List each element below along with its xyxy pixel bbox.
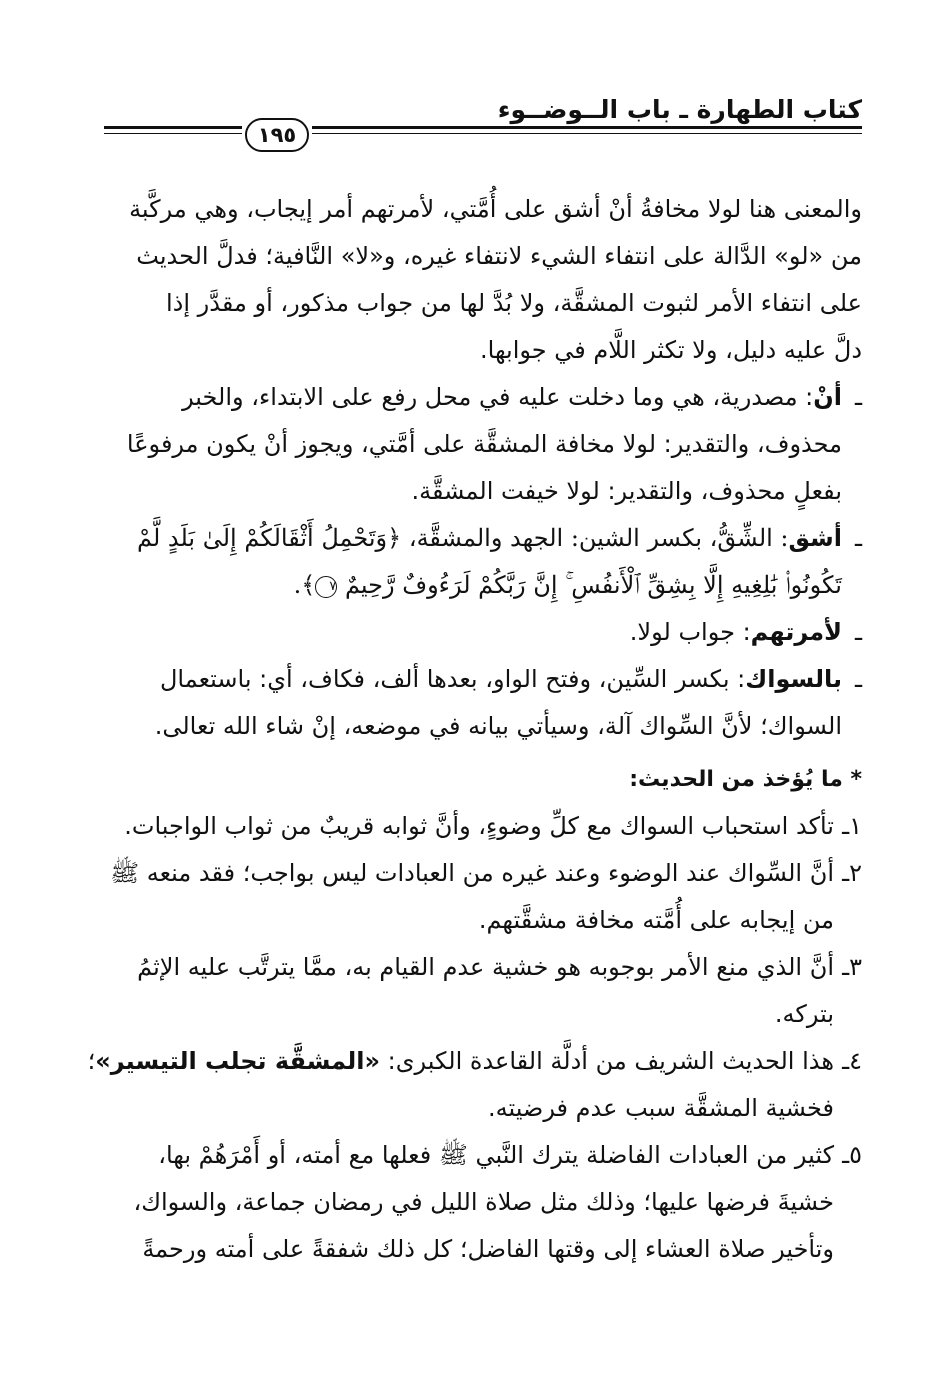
lesson-item-2 <box>84 850 862 944</box>
lesson-text: هذا الحديث الشريف من أدلَّة القاعدة الكبرى: <box>380 1047 834 1075</box>
lesson-item-1 <box>84 803 862 850</box>
lesson-number: ٣ـ <box>842 953 862 981</box>
header-rule-right-thin <box>312 133 862 134</box>
quran-verse: تَكُونُوا۟ بَٰلِغِيهِ إِلَّا بِشِقِّ ٱلْأَنفُسِ ۚ إِنَّ رَبَّكُمْ لَرَءُوفٌ رَّحِيمٌ <box>344 571 842 599</box>
glossary-text: بفعلٍ محذوف، والتقدير: لولا خيفت المشقَّة. <box>411 477 842 505</box>
lesson-text: وتأخير صلاة العشاء إلى وقتها الفاضل؛ كل ذلك شفقةً على أمته ورحمةً <box>142 1235 834 1263</box>
maxim-quote: «المشقَّة تجلب التيسير» <box>95 1047 381 1075</box>
glossary-term: بالسواك <box>745 665 842 693</box>
glossary-text: : بكسر السِّين، وفتح الواو، بعدها ألف، فكاف، أي: باستعمال <box>159 665 746 693</box>
lesson-text: أنَّ الذي منع الأمر بوجوبه هو خشية عدم القيام به، ممَّا يترتَّب عليه الإثمُ <box>137 953 834 981</box>
glossary-entry-laamartuhum: ـ لأمرتهم: جواب لولا. <box>629 618 862 646</box>
lesson-number: ٢ـ <box>842 859 862 887</box>
header-rule-left <box>104 126 242 129</box>
lesson-text: أنَّ السِّواك عند الوضوء وعند غيره من العبادات ليس بواجب؛ فقد منعه ﷺ <box>110 859 834 887</box>
glossary-term: أشق <box>788 524 842 552</box>
glossary-term: لأمرتهم <box>750 618 842 646</box>
intro-line: من «لو» الدَّالة على انتفاء الشيء لانتفاء غيره، و«لا» النَّافية؛ فدلَّ الحديث <box>136 242 862 270</box>
section-heading: * ما يُؤخذ من الحديث: <box>629 767 862 792</box>
glossary-text: : جواب لولا. <box>629 618 751 646</box>
glossary-text: السواك؛ لأنَّ السِّواك آلة، وسيأتي بيانه في موضعه، إنْ شاء الله تعالى. <box>154 712 842 740</box>
quran-close: ﴾. <box>293 571 316 599</box>
header-rule-left-thin <box>104 133 242 134</box>
lesson-item-4: ٤ـ هذا الحديث الشريف من أدلَّة القاعدة الكبرى: «المشقَّة تجلب التيسير»؛ فخشية المشقَّة سبب عدم فرضيته. <box>84 1038 862 1132</box>
lesson-item-5 <box>84 1132 862 1273</box>
intro-line: على انتفاء الأمر لثبوت المشقَّة، ولا بُدَّ لها من جواب مذكور، أو مقدَّر إذا <box>166 289 862 317</box>
lesson-text: فخشية المشقَّة سبب عدم فرضيته. <box>487 1094 834 1122</box>
lesson-text: بتركه. <box>774 1000 834 1028</box>
lesson-number: ٤ـ <box>842 1047 862 1075</box>
lesson-text: كثير من العبادات الفاضلة يترك النَّبي ﷺ فعلها مع أمته، أو أَمْرَهُمْ بها، <box>158 1141 834 1169</box>
glossary-entry-bissiwak: ـ بالسواك: بكسر السِّين، وفتح الواو، بعدها ألف، فكاف، أي: باستعمال السواك؛ لأنَّ السِّواك آلة، وسيأتي بيانه في موضعه، إنْ شاء الله تعالى. <box>84 656 862 750</box>
glossary-entry-ashuq: ـ أشق: الشِّقُّ، بكسر الشين: الجهد والمشقَّة، ﴿وَتَحْمِلُ أَثْقَالَكُمْ إِلَىٰ بَلَدٍ لَّمْ تَكُونُوا۟ بَٰلِغِيهِ إِلَّا بِشِقِّ ٱلْأَنفُسِ ۚ إِنَّ رَبَّكُمْ لَرَءُوفٌ رَّحِيمٌ ٧﴾. <box>136 524 862 599</box>
intro-line: والمعنى هنا لولا مخافةُ أنْ أشق على أُمَّتي، لأمرتهم أمر إيجاب، وهي مركَّبة <box>129 195 862 223</box>
intro-line: دلَّ عليه دليل، ولا تكثر اللَّام في جوابها. <box>480 336 862 364</box>
lesson-item-3 <box>84 944 862 1038</box>
glossary-entry-an: ـ أنْ: مصدرية، هي وما دخلت عليه في محل رفع على الابتداء، والخبر محذوف، والتقدير: لولا مخافة المشقَّة على أمَّتي، ويجوز أنْ يكون مرفوعًا بفعلٍ محذوف، والتقدير: لولا خيفت المشقَّة. <box>84 374 862 515</box>
page-body <box>84 186 862 1273</box>
ayah-number-badge: ٧ <box>315 576 337 598</box>
lesson-text: تأكد استحباب السواك مع كلِّ وضوءٍ، وأنَّ ثوابه قريبٌ من ثواب الواجبات. <box>124 812 834 840</box>
lesson-text: خشيةَ فرضها عليها؛ وذلك مثل صلاة الليل في رمضان جماعة، والسواك، <box>133 1188 834 1216</box>
glossary-text: محذوف، والتقدير: لولا مخافة المشقَّة على أمَّتي، ويجوز أنْ يكون مرفوعًا <box>126 430 842 458</box>
lesson-text: من إيجابه على أُمَّته مخافة مشقَّتهم. <box>478 906 834 934</box>
glossary-term: أنْ <box>813 383 842 411</box>
running-header: كتاب الطهارة ـ باب الــوضــوء <box>497 95 862 124</box>
lesson-number: ٥ـ <box>842 1141 862 1169</box>
lesson-number: ١ـ <box>842 812 862 840</box>
header-rule-right <box>312 126 862 129</box>
page-number: ١٩٥ <box>245 118 309 152</box>
glossary-text: : الشِّقُّ، بكسر الشين: الجهد والمشقَّة، ﴿وَتَحْمِلُ أَثْقَالَكُمْ إِلَىٰ بَلَدٍ لَّمْ <box>136 524 789 552</box>
glossary-text: : مصدرية، هي وما دخلت عليه في محل رفع على الابتداء، والخبر <box>182 383 814 411</box>
